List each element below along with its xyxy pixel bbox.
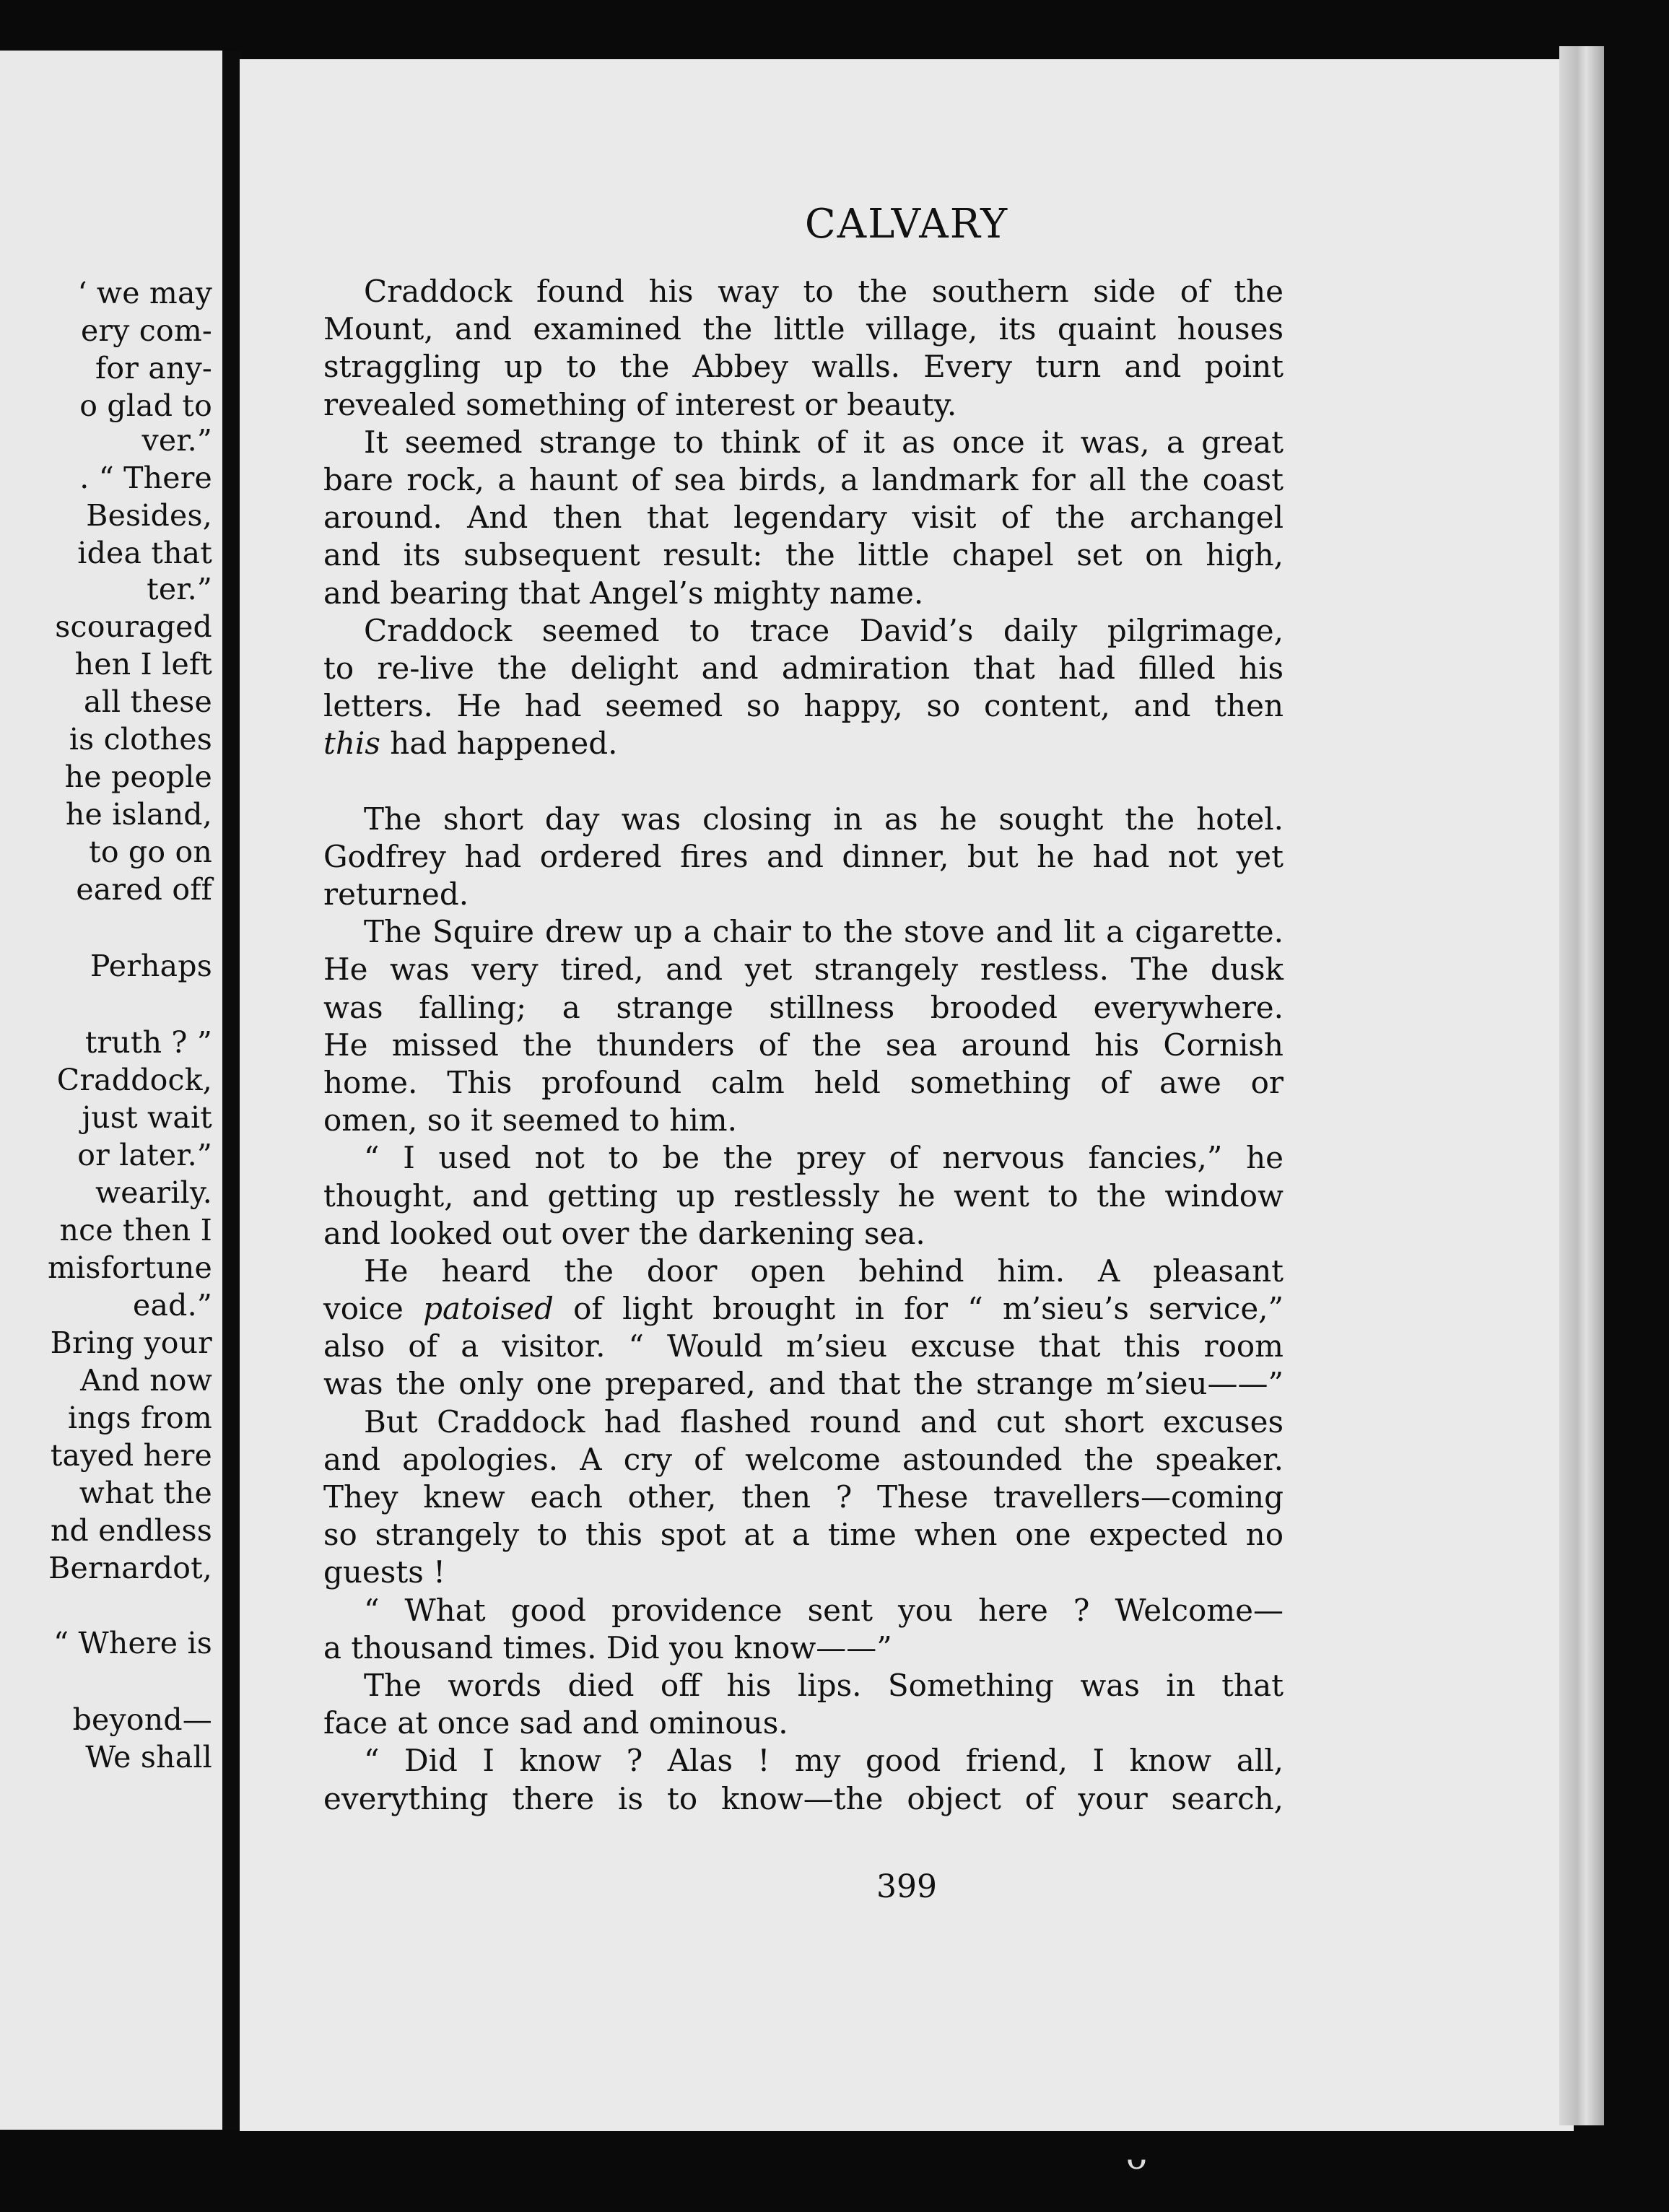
text-line: and bearing that Angel’s mighty name.: [323, 575, 924, 611]
text-line: “ Did I know ? Alas ! my good friend, I know all,: [364, 1743, 1284, 1779]
facing-page-line: hen I left: [74, 647, 212, 682]
text-line: and looked out over the darkening sea.: [323, 1215, 925, 1251]
text-line: He was very tired, and yet strangely restless. The dusk: [323, 952, 1284, 988]
book-gutter: [222, 51, 241, 2130]
facing-page-line: ead.”: [133, 1288, 212, 1323]
facing-page-line: for any-: [95, 351, 212, 386]
text-line: guests !: [323, 1554, 446, 1590]
facing-page-line: ings from: [68, 1401, 212, 1435]
text-line: bare rock, a haunt of sea birds, a landmark for all the coast: [323, 461, 1284, 497]
facing-page-line: . “ There: [79, 461, 212, 495]
facing-page-line: all these: [84, 684, 212, 719]
scan-border: [1604, 46, 1669, 2140]
text-line: Godfrey had ordered fires and dinner, but he had not yet: [323, 838, 1284, 874]
scan-mark: ᴗ: [1126, 2137, 1147, 2177]
text-line: also of a visitor. “ Would m’sieu excuse that this room: [323, 1328, 1284, 1364]
text-line: so strangely to this spot at a time when one expected no: [323, 1517, 1284, 1553]
facing-page-line: to go on: [89, 835, 212, 869]
facing-page-line: what the: [79, 1476, 212, 1510]
text-line: voice patoised of light brought in for “ m’sieu’s service,”: [323, 1291, 1284, 1327]
text-line: It seemed strange to think of it as once it was, a great: [364, 424, 1284, 460]
text-line: was the only one prepared, and that the strange m’sieu——”: [323, 1366, 1284, 1402]
text-line: The Squire drew up a chair to the stove and lit a cigarette.: [364, 914, 1284, 950]
facing-page-line: truth ? ”: [84, 1025, 212, 1060]
text-line: to re-live the delight and admiration that had filled his: [323, 650, 1284, 686]
facing-page-line: scouraged: [55, 609, 212, 644]
facing-page-line: or later.”: [77, 1138, 212, 1172]
facing-page-line: ‘ we may: [77, 276, 212, 310]
text-line: The short day was closing in as he sought the hotel.: [364, 801, 1284, 837]
italic-word: patoised: [423, 1291, 554, 1327]
running-head: CALVARY: [804, 201, 1009, 248]
facing-page-line: misfortune: [47, 1250, 212, 1285]
text-line: around. And then that legendary visit of the archangel: [323, 500, 1284, 536]
text-line: was falling; a strange stillness brooded everywhere.: [323, 989, 1284, 1025]
text-line: straggling up to the Abbey walls. Every turn and point: [323, 349, 1284, 385]
facing-page-line: just wait: [82, 1100, 212, 1135]
text-line: and its subsequent result: the little chapel set on high,: [323, 537, 1284, 573]
facing-page-line: is clothes: [69, 722, 212, 757]
facing-page-line: Craddock,: [56, 1063, 212, 1097]
facing-page-line: ter.”: [147, 572, 212, 606]
facing-page-line: And now: [80, 1363, 212, 1398]
facing-page-line: nce then I: [59, 1213, 212, 1247]
paragraph-break: [323, 762, 1284, 800]
facing-page-line: We shall: [85, 1740, 212, 1775]
body-text: [323, 273, 1284, 1818]
page-number: 399: [876, 1868, 937, 1905]
text-line: “ I used not to be the prey of nervous fancies,” he: [364, 1140, 1284, 1176]
facing-page-line: ery com-: [80, 313, 212, 348]
facing-page-line: idea that: [77, 536, 212, 570]
facing-page-line: Besides,: [86, 498, 212, 533]
text-line: revealed something of interest or beauty.: [323, 386, 957, 422]
text-line: omen, so it seemed to him.: [323, 1102, 737, 1138]
facing-page-line: nd endless: [50, 1513, 212, 1548]
facing-page-line: beyond—: [72, 1702, 212, 1737]
text-line: everything there is to know—the object of your search,: [323, 1780, 1284, 1816]
facing-page: [0, 51, 222, 2130]
text-line: a thousand times. Did you know——”: [323, 1629, 892, 1665]
text-line: face at once sad and ominous.: [323, 1705, 788, 1741]
text-line: Mount, and examined the little village, its quaint houses: [323, 311, 1284, 347]
text-line: Craddock seemed to trace David’s daily pilgrimage,: [364, 612, 1284, 648]
text-line: home. This profound calm held something of awe or: [323, 1064, 1284, 1100]
text-line: returned.: [323, 876, 469, 912]
facing-page-line: eared off: [76, 872, 212, 907]
facing-page-line: wearily.: [95, 1175, 212, 1210]
page-edges: [1559, 46, 1604, 2125]
text-line: thought, and getting up restlessly he went to the window: [323, 1177, 1284, 1214]
text-line: He missed the thunders of the sea around his Cornish: [323, 1027, 1284, 1063]
facing-page-line: he people: [64, 759, 212, 794]
facing-page-line: Bernardot,: [48, 1551, 212, 1585]
text-line: Craddock found his way to the southern side of the: [364, 274, 1284, 309]
facing-page-line: ver.”: [141, 423, 212, 458]
text-line: He heard the door open behind him. A pleasant: [364, 1253, 1284, 1289]
text-line: The words died off his lips. Something was in that: [364, 1667, 1284, 1703]
text-line: letters. He had seemed so happy, so content, and then: [323, 688, 1284, 724]
facing-page-line: he island,: [65, 797, 212, 832]
facing-page-line: tayed here: [50, 1438, 212, 1473]
italic-word: this: [323, 726, 380, 762]
facing-page-line: o glad to: [79, 388, 212, 423]
facing-page-line: Perhaps: [90, 949, 212, 983]
text-line: But Craddock had flashed round and cut short excuses: [364, 1403, 1284, 1440]
text-line: They knew each other, then ? These travellers—coming: [323, 1479, 1284, 1515]
facing-page-line: Bring your: [50, 1325, 212, 1360]
text-line: “ What good providence sent you here ? Welcome—: [364, 1592, 1284, 1628]
text-line: this had happened.: [323, 726, 618, 762]
text-line: and apologies. A cry of welcome astounded the speaker.: [323, 1441, 1284, 1477]
facing-page-line: “ Where is: [53, 1626, 212, 1660]
